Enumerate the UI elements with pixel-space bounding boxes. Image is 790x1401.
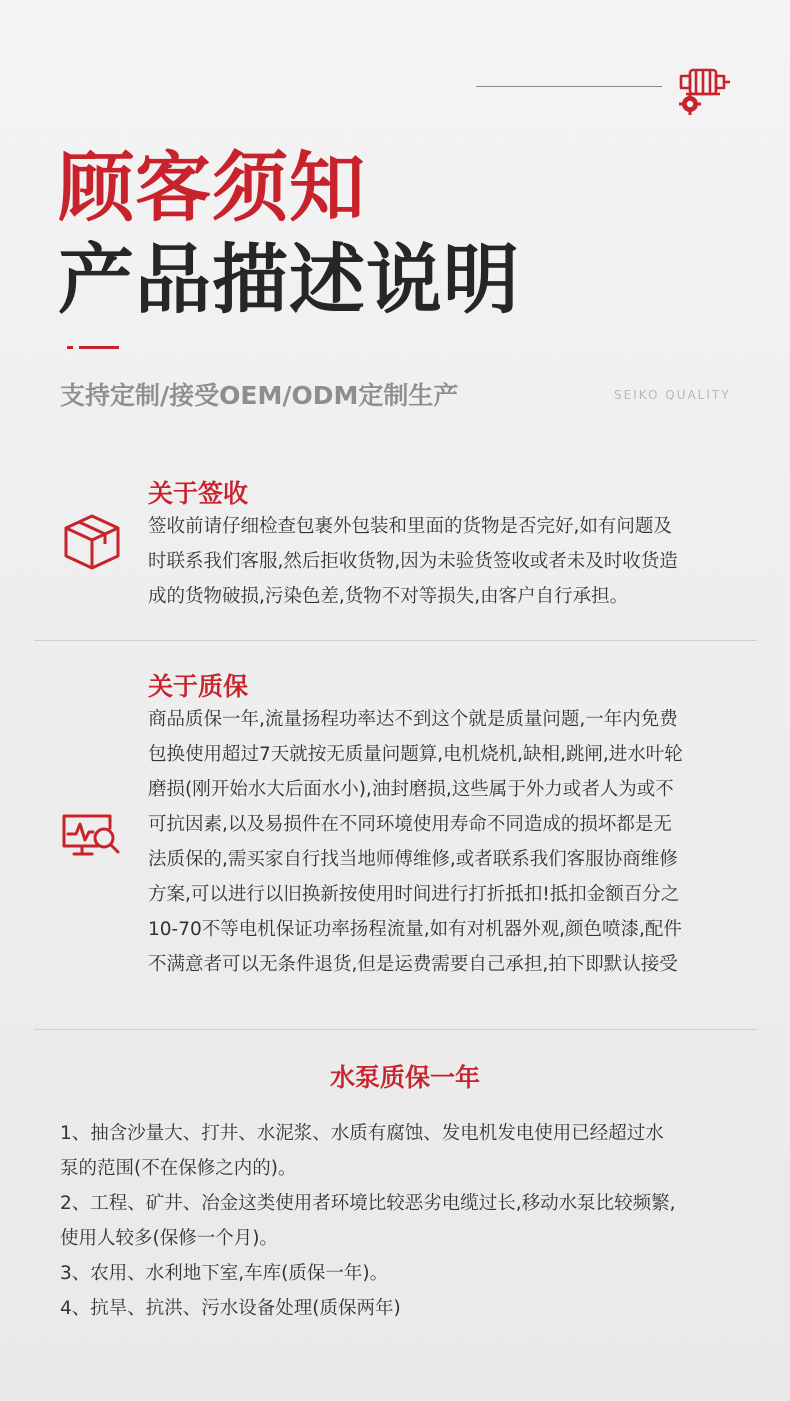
warranty-line: 包换使用超过7天就按无质量问题算,电机烧机,缺相,跳闸,进水叶轮 (148, 744, 683, 765)
receipt-paragraph (148, 509, 758, 614)
page-title-notice: 顾客须知 (58, 143, 366, 232)
list-item: 使用人较多(保修一个月)。 (60, 1228, 278, 1249)
list-item: 4、抗旱、抗洪、污水设备处理(质保两年) (60, 1298, 401, 1319)
header-rule (476, 86, 662, 87)
brand-tag: SEIKO QUALITY (614, 388, 731, 402)
pump-motor-icon (676, 62, 732, 116)
section-title-receipt: 关于签收 (148, 479, 249, 508)
monitor-inspect-icon (58, 806, 122, 870)
section-divider (34, 640, 757, 641)
warranty-line: 法质保的,需买家自行找当地师傅维修,或者联系我们客服协商维修 (148, 849, 678, 870)
receipt-line: 时联系我们客服,然后拒收货物,因为未验货签收或者未及时收货造 (148, 551, 678, 572)
title-underline (67, 346, 119, 349)
list-item: 1、抽含沙量大、打井、水泥浆、水质有腐蚀、发电机发电使用已经超过水 (60, 1123, 664, 1144)
receipt-line: 成的货物破损,污染色差,货物不对等损失,由客户自行承担。 (148, 586, 629, 607)
warranty-line: 10-70不等电机保证功率扬程流量,如有对机器外观,颜色喷漆,配件 (148, 919, 682, 940)
warranty-line: 磨损(刚开始水大后面水小),油封磨损,这些属于外力或者人为或不 (148, 779, 674, 800)
list-item: 泵的范围(不在保修之内的)。 (60, 1158, 297, 1179)
pump-warranty-title: 水泵质保一年 (329, 1063, 480, 1092)
box-icon (60, 510, 124, 574)
warranty-line: 可抗因素,以及易损件在不同环境使用寿命不同造成的损坏都是无 (148, 814, 672, 835)
warranty-line: 方案,可以进行以旧换新按使用时间进行打折抵扣!抵扣金额百分之 (148, 884, 680, 905)
section-title-warranty: 关于质保 (148, 672, 249, 701)
pump-warranty-list (60, 1116, 760, 1326)
section-divider (34, 1029, 757, 1030)
list-item: 2、工程、矿井、冶金这类使用者环境比较恶劣电缆过长,移动水泵比较频繁, (60, 1193, 676, 1214)
receipt-line: 签收前请仔细检查包裹外包装和里面的货物是否完好,如有问题及 (148, 516, 672, 537)
warranty-paragraph (148, 702, 768, 982)
list-item: 3、农用、水利地下室,车库(质保一年)。 (60, 1263, 389, 1284)
customization-subtitle: 支持定制/接受OEM/ODM定制生产 (60, 381, 459, 410)
warranty-line: 商品质保一年,流量扬程功率达不到这个就是质量问题,一年内免费 (148, 709, 678, 730)
page-title-description: 产品描述说明 (58, 235, 520, 324)
warranty-line: 不满意者可以无条件退货,但是运费需要自己承担,拍下即默认接受 (148, 954, 678, 975)
